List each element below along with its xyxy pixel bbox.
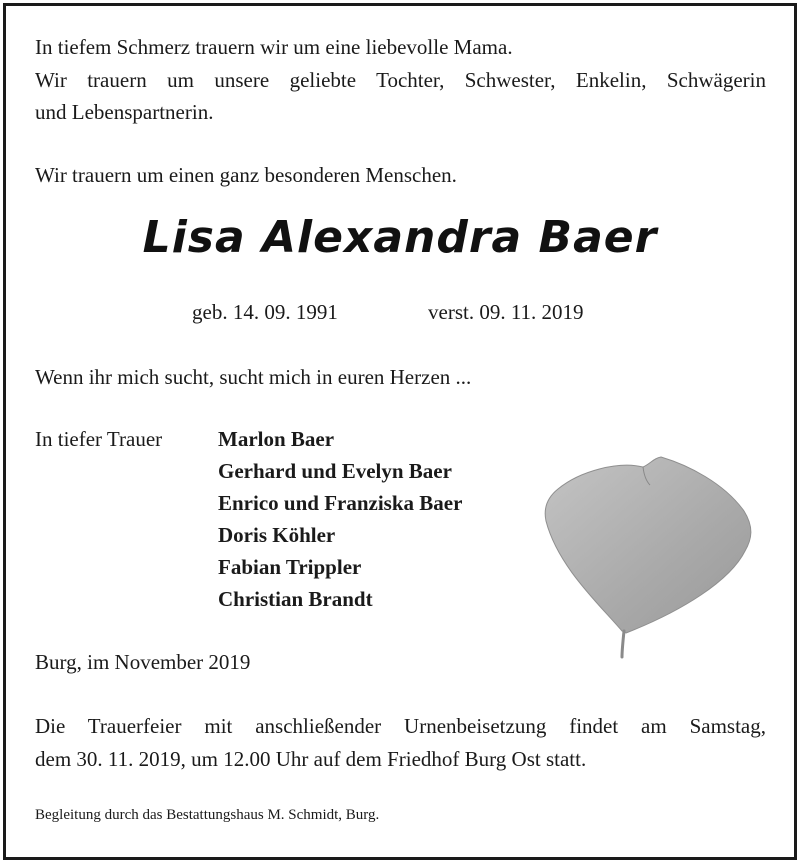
service-line-1: Die Trauerfeier mit anschließender Urnenbeisetzung findet am Samstag, bbox=[35, 714, 766, 738]
intro-line-3: und Lebenspartnerin. bbox=[35, 100, 214, 124]
intro-line-4: Wir trauern um einen ganz besonderen Menschen. bbox=[35, 163, 457, 187]
ginkgo-leaf-icon bbox=[540, 455, 755, 660]
mourner-name: Fabian Trippler bbox=[218, 555, 362, 579]
mourner-name: Enrico und Franziska Baer bbox=[218, 491, 463, 515]
death-date: verst. 09. 11. 2019 bbox=[428, 300, 584, 324]
intro-line-2: Wir trauern um unsere geliebte Tochter, Schwester, Enkelin, Schwägerin bbox=[35, 68, 766, 92]
mourner-name: Gerhard und Evelyn Baer bbox=[218, 459, 452, 483]
deceased-name: Lisa Alexandra Baer bbox=[142, 212, 658, 263]
service-line-2: dem 30. 11. 2019, um 12.00 Uhr auf dem Friedhof Burg Ost statt. bbox=[35, 747, 587, 771]
birth-date: geb. 14. 09. 1991 bbox=[192, 300, 338, 324]
mourning-label: In tiefer Trauer bbox=[35, 427, 163, 451]
funeral-home-credit: Begleitung durch das Bestattungshaus M. Schmidt, Burg. bbox=[35, 807, 380, 823]
place-date: Burg, im November 2019 bbox=[35, 650, 251, 674]
intro-line-1: In tiefem Schmerz trauern wir um eine liebevolle Mama. bbox=[35, 35, 513, 59]
mourner-name: Marlon Baer bbox=[218, 427, 335, 451]
mourner-name: Doris Köhler bbox=[218, 523, 336, 547]
mourner-name: Christian Brandt bbox=[218, 587, 373, 611]
quote: Wenn ihr mich sucht, sucht mich in euren Herzen ... bbox=[35, 365, 472, 389]
